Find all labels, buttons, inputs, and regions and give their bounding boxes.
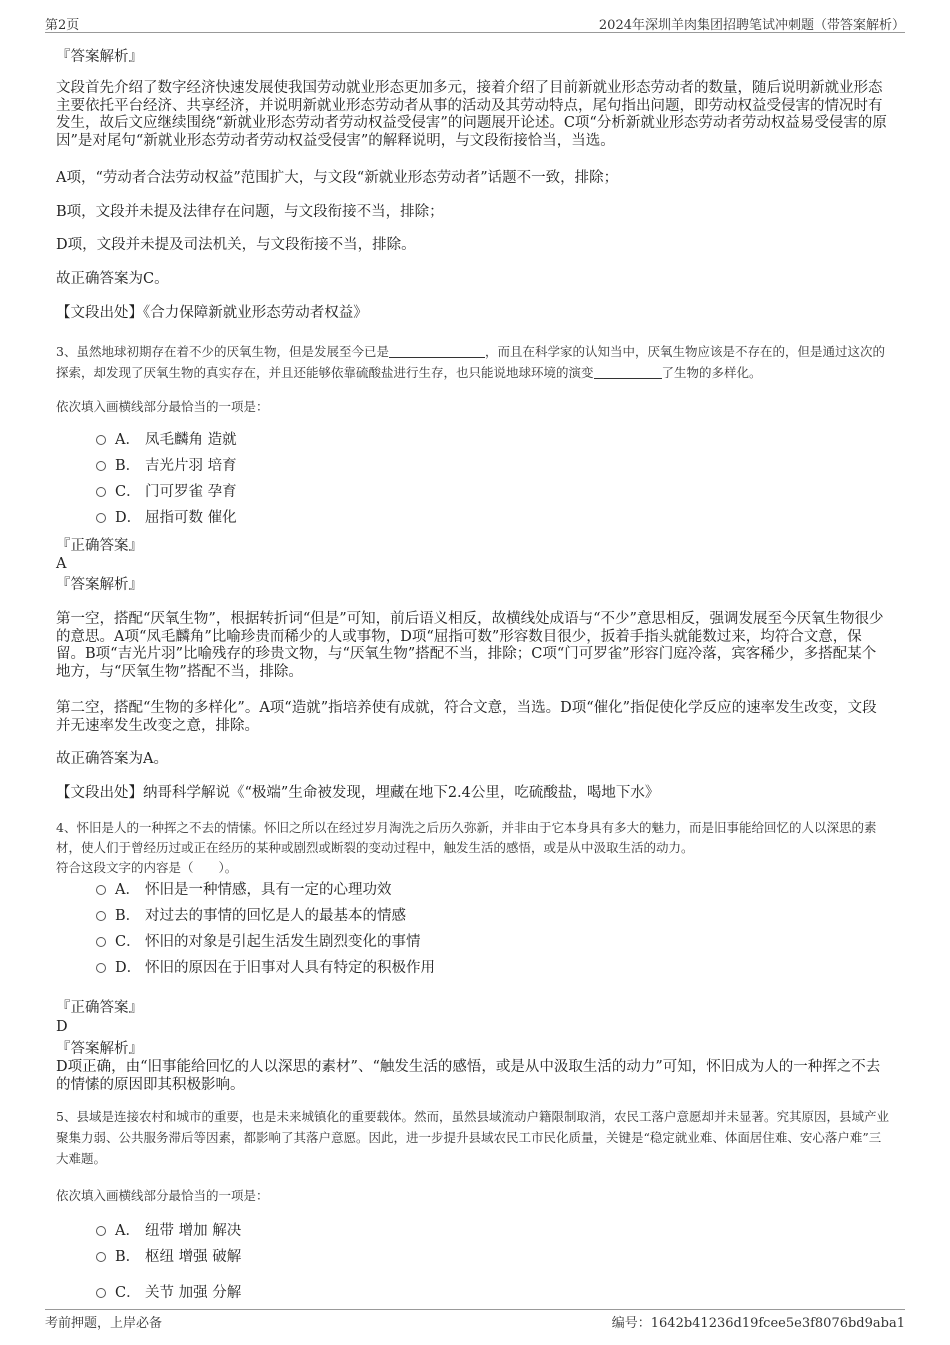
radio-icon[interactable] (96, 1288, 106, 1298)
radio-icon[interactable] (96, 963, 106, 973)
footer-slogan: 考前押题，上岸必备 (45, 1316, 163, 1331)
q3-blank-2[interactable] (594, 365, 662, 379)
radio-icon[interactable] (96, 1252, 106, 1262)
q4-stem: 4、怀旧是人的一种挥之不去的情愫。怀旧之所以在经过岁月淘洗之后历久弥新，并非由于它本身具有多大的魅力，而是旧事能给回忆的人以深思的素材，使人们于曾经历过或正在经历的某种或剧烈或断裂的变动过程中，触发生活的感悟，或是从中汲取生活的动力。 (56, 820, 877, 855)
q5-option-a[interactable]: A． 纽带 增加 解决 (96, 1222, 241, 1240)
q4-option-b[interactable]: B． 对过去的事情的回忆是人的最基本的情感 (96, 907, 406, 925)
q2-conclusion: 故正确答案为C。 (56, 271, 169, 287)
q3-blank-1[interactable] (389, 344, 485, 358)
q3-option-b[interactable]: B． 吉光片羽 培育 (96, 457, 237, 475)
page-number: 第2页 (45, 18, 80, 33)
document-title: 2024年深圳羊肉集团招聘笔试冲刺题（带答案解析） (598, 18, 905, 33)
q4-analysis: D项正确，由“旧事能给回忆的人以深思的素材”、“触发生活的感悟，或是从中汲取生活的动力”可知，怀旧成为人的一种挥之不去的情愫的原因即其积极影响。 (56, 1059, 881, 1093)
radio-icon[interactable] (96, 487, 106, 497)
q5-option-c[interactable]: C． 关节 加强 分解 (96, 1284, 241, 1302)
q2-analysis-label: 『答案解析』 (56, 49, 143, 65)
q3-analysis-label: 『答案解析』 (56, 577, 143, 593)
q3-stem: 3、虽然地球初期存在着不少的厌氧生物，但是发展至今已是 ，而且在科学家的认知当中，厌氧生物应该是不存在的，但是通过这次的探索，却发现了厌氧生物的真实存在，并且还能够依靠硫酸盐进行生存，也只能说地球环境的演变 了生物的多样化。 (56, 344, 885, 380)
q4-answer-label: 『正确答案』 (56, 1000, 143, 1016)
radio-icon[interactable] (96, 513, 106, 523)
radio-icon[interactable] (96, 937, 106, 947)
q2-analysis-option-d: D项，文段并未提及司法机关，与文段衔接不当，排除。 (56, 237, 416, 253)
q3-answer: A (56, 556, 67, 572)
q3-analysis-paragraph-1: 第一空，搭配“厌氧生物”，根据转折词“但是”可知，前后语义相反，故横线处成语与“不少”意思相反，强调发展至今厌氧生物很少的意思。A项“凤毛麟角”比喻珍贵而稀少的人或事物，D项“屈指可数”形容数目很少，扳着手指头就能数过来，均符合文意，保留。B项“吉光片羽”比喻残存的珍贵文物，与“厌氧生物”搭配不当，排除；C项“门可罗雀”形容门庭冷落，宾客稀少，多搭配某个地方，与“厌氧生物”搭配不当，排除。 (56, 611, 884, 680)
q2-analysis-option-b: B项，文段并未提及法律存在问题，与文段衔接不当，排除； (56, 204, 444, 220)
q4-option-c[interactable]: C． 怀旧的对象是引起生活发生剧烈变化的事情 (96, 933, 421, 951)
radio-icon[interactable] (96, 885, 106, 895)
header-divider (45, 32, 905, 33)
q3-option-d[interactable]: D． 屈指可数 催化 (96, 509, 237, 527)
q4-analysis-label: 『答案解析』 (56, 1041, 143, 1057)
q4-prompt: 符合这段文字的内容是（ ）。 (56, 860, 238, 875)
q4-option-d[interactable]: D． 怀旧的原因在于旧事对人具有特定的积极作用 (96, 959, 435, 977)
q2-analysis-option-a: A项，“劳动者合法劳动权益”范围扩大，与文段“新就业形态劳动者”话题不一致，排除； (56, 170, 619, 186)
q5-option-b[interactable]: B． 枢纽 增强 破解 (96, 1248, 241, 1266)
q3-source: 【文段出处】纳哥科学解说《“极端”生命被发现，埋藏在地下2.4公里，吃硫酸盐，喝地下水》 (56, 785, 660, 801)
q5-stem: 5、县域是连接农村和城市的重要，也是未来城镇化的重要载体。然而，虽然县域流动户籍限制取消，农民工落户意愿却并未显著。究其原因，县域产业聚集力弱、公共服务滞后等因素，都影响了其落户意愿。因此，进一步提升县域农民工市民化质量，关键是“稳定就业难、体面居住难、安心落户难”三大难题。 (56, 1109, 889, 1166)
radio-icon[interactable] (96, 461, 106, 471)
page-footer (45, 1312, 905, 1332)
q3-option-c[interactable]: C． 门可罗雀 孕育 (96, 483, 237, 501)
q2-source: 【文段出处】《合力保障新就业形态劳动者权益》 (56, 305, 368, 321)
q3-answer-label: 『正确答案』 (56, 538, 143, 554)
q3-analysis-paragraph-2: 第二空，搭配“生物的多样化”。A项“造就”指培养使有成就，符合文意，当选。D项“催化”指促使化学反应的速率发生改变，文段并无速率发生改变之意，排除。 (56, 700, 877, 734)
q3-option-a[interactable]: A． 凤毛麟角 造就 (96, 431, 237, 449)
radio-icon[interactable] (96, 1226, 106, 1236)
radio-icon[interactable] (96, 435, 106, 445)
q5-prompt: 依次填入画横线部分最恰当的一项是： (56, 1188, 269, 1203)
q4-option-a[interactable]: A． 怀旧是一种情感，具有一定的心理功效 (96, 881, 392, 899)
q3-conclusion: 故正确答案为A。 (56, 751, 168, 767)
footer-divider (45, 1309, 905, 1310)
q4-answer: D (56, 1019, 68, 1035)
q3-prompt: 依次填入画横线部分最恰当的一项是： (56, 399, 269, 414)
page-header (45, 14, 905, 34)
radio-icon[interactable] (96, 911, 106, 921)
q2-analysis-paragraph: 文段首先介绍了数字经济快速发展使我国劳动就业形态更加多元，接着介绍了目前新就业形态劳动者的数量，随后说明新就业形态主要依托平台经济、共享经济，并说明新就业形态劳动者从事的活动及其劳动特点，尾句指出问题，即劳动权益受侵害的情况时有发生，故后文应继续围绕“新就业形态劳动者劳动权益受侵害”的问题展开论述。C项“分析新就业形态劳动者劳动权益易受侵害的原因”是对尾句“新就业形态劳动者劳动权益受侵害”的解释说明，与文段衔接恰当，当选。 (56, 80, 887, 149)
document-code: 编号：1642b41236d19fcee5e3f8076bd9aba1 (611, 1316, 905, 1331)
